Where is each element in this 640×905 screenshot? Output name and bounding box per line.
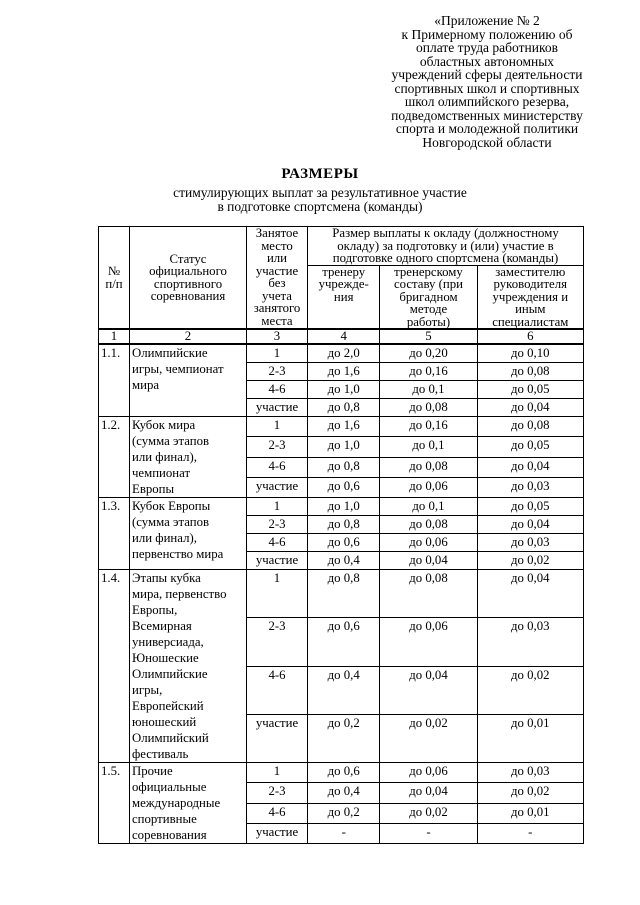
coach-value: -	[308, 823, 380, 843]
status-line: (сумма этапов	[132, 434, 210, 448]
header-line: участие	[255, 263, 299, 278]
status-line: или финал),	[132, 450, 197, 464]
status-line: Европы,	[132, 603, 178, 617]
coach-value: до 0,4	[308, 783, 380, 803]
status-line: Олимпийские	[132, 667, 208, 681]
status-line: Европейский	[132, 699, 204, 713]
status-line: официальные	[132, 780, 207, 794]
deputy-value: до 0,03	[477, 477, 583, 497]
staff-value: до 0,20	[380, 344, 477, 363]
place-cell: 4-6	[247, 803, 308, 823]
staff-value: до 0,04	[380, 666, 477, 714]
deputy-value: до 0,05	[477, 381, 583, 399]
header-line: ния	[333, 289, 354, 304]
document-title: РАЗМЕРЫ	[281, 166, 359, 182]
deputy-value: до 0,08	[477, 417, 583, 437]
deputy-value: до 0,01	[477, 714, 583, 762]
coach-value: до 0,4	[308, 552, 380, 570]
header-line: окладу) за подготовку и (или) участие в	[337, 238, 554, 253]
column-number: 3	[247, 329, 308, 344]
coach-value: до 0,8	[308, 457, 380, 477]
coach-value: до 0,8	[308, 516, 380, 534]
place-cell: 1	[247, 570, 308, 618]
appendix-line: Новгородской области	[422, 134, 552, 150]
coach-value: до 1,6	[308, 363, 380, 381]
status-line: международные	[132, 796, 221, 810]
staff-value: до 0,02	[380, 803, 477, 823]
header-line: учета	[262, 288, 292, 303]
place-cell: участие	[247, 477, 308, 497]
appendix-line: спорта и молодежной политики	[395, 121, 579, 136]
group-number: 1.2.	[99, 417, 130, 498]
competition-status	[130, 344, 247, 417]
appendix-line: учреждений сферы деятельности	[391, 67, 583, 82]
place-cell: 2-3	[247, 437, 308, 457]
coach-value: до 2,0	[308, 344, 380, 363]
status-line: игры, чемпионат	[132, 362, 224, 376]
status-line: Кубок Европы	[132, 499, 211, 513]
appendix-line: областных автономных	[419, 53, 555, 69]
header-line: Занятое	[255, 226, 299, 240]
staff-value: до 0,04	[380, 552, 477, 570]
status-line: первенство мира	[132, 547, 224, 561]
place-cell: 4-6	[247, 381, 308, 399]
place-cell: 1	[247, 344, 308, 363]
status-line: спортивные	[132, 812, 197, 826]
column-number: 2	[130, 329, 247, 344]
staff-value: -	[380, 823, 477, 843]
place-cell: участие	[247, 552, 308, 570]
header-coach	[308, 265, 380, 329]
staff-value: до 0,1	[380, 381, 477, 399]
staff-value: до 0,1	[380, 498, 477, 516]
staff-value: до 0,06	[380, 477, 477, 497]
deputy-value: до 0,02	[477, 783, 583, 803]
status-line: Кубок мира	[132, 418, 196, 432]
coach-value: до 0,6	[308, 534, 380, 552]
coach-value: до 0,2	[308, 803, 380, 823]
status-line: Олимпийский	[132, 731, 209, 745]
header-line: бригадном	[399, 289, 458, 304]
coach-value: до 0,6	[308, 618, 380, 666]
place-cell: 4-6	[247, 534, 308, 552]
status-line: Прочие	[132, 764, 173, 778]
header-line: составу (при	[393, 277, 464, 291]
header-line: место	[261, 238, 293, 253]
staff-value: до 0,02	[380, 714, 477, 762]
header-line: Размер выплаты к окладу (должностному	[332, 226, 559, 240]
header-line: руководителя	[493, 277, 568, 291]
coach-value: до 1,6	[308, 417, 380, 437]
appendix-line: подведомственных министерству	[391, 107, 583, 123]
deputy-value: до 0,04	[477, 457, 583, 477]
staff-value: до 0,1	[380, 437, 477, 457]
header-num	[99, 227, 130, 330]
status-line: фестиваль	[132, 747, 189, 761]
subtitle-line: стимулирующих выплат за результативное участие	[173, 185, 467, 200]
group-number: 1.5.	[99, 763, 130, 844]
deputy-value: до 0,04	[477, 516, 583, 534]
staff-value: до 0,16	[380, 417, 477, 437]
deputy-value: до 0,02	[477, 552, 583, 570]
deputy-value: до 0,03	[477, 618, 583, 666]
appendix-line: оплате труда работников	[416, 40, 558, 55]
place-cell: 2-3	[247, 618, 308, 666]
header-line: официального	[149, 264, 227, 278]
deputy-value: до 0,03	[477, 763, 583, 783]
staff-value: до 0,08	[380, 399, 477, 417]
header-line: тренерскому	[394, 264, 463, 279]
document-subtitle	[0, 186, 640, 213]
header-status	[130, 227, 247, 330]
status-line: Европы	[132, 482, 175, 496]
staff-value: до 0,06	[380, 763, 477, 783]
header-line: специалистам	[492, 314, 569, 329]
status-line: мира, первенство	[132, 587, 227, 601]
coach-value: до 0,2	[308, 714, 380, 762]
coach-value: до 0,6	[308, 763, 380, 783]
coach-value: до 0,6	[308, 477, 380, 497]
header-deputy	[477, 265, 583, 329]
competition-status	[130, 417, 247, 498]
header-line: методе	[409, 302, 448, 316]
group-number: 1.4.	[99, 570, 130, 763]
coach-value: до 1,0	[308, 381, 380, 399]
staff-value: до 0,04	[380, 783, 477, 803]
subtitle-line: в подготовке спортсмена (команды)	[217, 198, 423, 214]
place-cell: 4-6	[247, 457, 308, 477]
place-cell: участие	[247, 823, 308, 843]
deputy-value: до 0,05	[477, 498, 583, 516]
place-cell: 1	[247, 417, 308, 437]
column-number: 4	[308, 329, 380, 344]
place-cell: 1	[247, 763, 308, 783]
deputy-value: -	[477, 823, 583, 843]
coach-value: до 0,8	[308, 570, 380, 618]
place-cell: 4-6	[247, 666, 308, 714]
place-cell: 2-3	[247, 363, 308, 381]
staff-value: до 0,06	[380, 534, 477, 552]
table-row	[99, 498, 584, 516]
table-row	[99, 344, 584, 363]
header-line: без	[268, 276, 286, 290]
appendix-line: спортивных школ и спортивных	[394, 80, 580, 96]
place-cell: участие	[247, 714, 308, 762]
status-line: Этапы кубка	[132, 571, 201, 585]
header-line: соревнования	[150, 289, 226, 303]
appendix-note	[372, 14, 602, 149]
header-staff	[380, 265, 477, 329]
appendix-line: «Приложение № 2	[434, 13, 540, 28]
deputy-value: до 0,03	[477, 534, 583, 552]
header-line: иным	[515, 302, 546, 316]
header-line: спортивного	[153, 276, 223, 291]
deputy-value: до 0,08	[477, 363, 583, 381]
staff-value: до 0,08	[380, 516, 477, 534]
deputy-value: до 0,04	[477, 399, 583, 417]
status-line: (сумма этапов	[132, 515, 210, 529]
appendix-line: школ олимпийского резерва,	[404, 94, 570, 109]
coach-value: до 0,8	[308, 399, 380, 417]
status-line: или финал),	[132, 531, 197, 545]
place-cell: участие	[247, 399, 308, 417]
group-number: 1.1.	[99, 344, 130, 417]
status-line: мира	[132, 378, 160, 392]
group-number: 1.3.	[99, 498, 130, 570]
status-line: универсиада,	[132, 635, 204, 649]
table-row	[99, 570, 584, 618]
header-size	[308, 227, 584, 266]
status-line: Юношеские	[132, 651, 199, 665]
deputy-value: до 0,05	[477, 437, 583, 457]
place-cell: 2-3	[247, 783, 308, 803]
payments-table	[98, 226, 584, 844]
header-line: №	[107, 264, 121, 278]
deputy-value: до 0,04	[477, 570, 583, 618]
competition-status	[130, 498, 247, 570]
staff-value: до 0,16	[380, 363, 477, 381]
coach-value: до 0,4	[308, 666, 380, 714]
table-row	[99, 417, 584, 437]
header-line: места	[261, 313, 293, 328]
status-line: Олимпийские	[132, 346, 208, 360]
status-line: чемпионат	[132, 466, 191, 480]
coach-value: до 1,0	[308, 437, 380, 457]
header-line: или	[266, 251, 288, 265]
place-cell: 2-3	[247, 516, 308, 534]
column-number: 5	[380, 329, 477, 344]
status-line: Всемирная	[132, 619, 192, 633]
column-number: 6	[477, 329, 583, 344]
column-number: 1	[99, 329, 130, 344]
header-line: Статус	[169, 251, 207, 266]
staff-value: до 0,08	[380, 570, 477, 618]
header-line: учрежде-	[318, 277, 369, 291]
header-line: подготовке одного спортсмена (команды)	[332, 251, 559, 265]
deputy-value: до 0,02	[477, 666, 583, 714]
column-numbers-row	[99, 329, 584, 344]
status-line: соревнования	[132, 828, 207, 842]
status-line: юношеский	[132, 715, 197, 729]
header-line: занятого	[253, 301, 301, 315]
place-cell: 1	[247, 498, 308, 516]
staff-value: до 0,08	[380, 457, 477, 477]
header-line: п/п	[105, 276, 123, 291]
header-line: тренеру	[322, 264, 366, 279]
competition-status	[130, 570, 247, 763]
table-row	[99, 763, 584, 783]
status-line: игры,	[132, 683, 163, 697]
appendix-line: к Примерному положению об	[401, 26, 573, 42]
header-place	[247, 227, 308, 330]
header-line: учреждения и	[492, 289, 569, 304]
deputy-value: до 0,10	[477, 344, 583, 363]
header-line: работы)	[406, 314, 451, 329]
coach-value: до 1,0	[308, 498, 380, 516]
competition-status	[130, 763, 247, 844]
header-line: заместителю	[495, 264, 566, 279]
staff-value: до 0,06	[380, 618, 477, 666]
deputy-value: до 0,01	[477, 803, 583, 823]
